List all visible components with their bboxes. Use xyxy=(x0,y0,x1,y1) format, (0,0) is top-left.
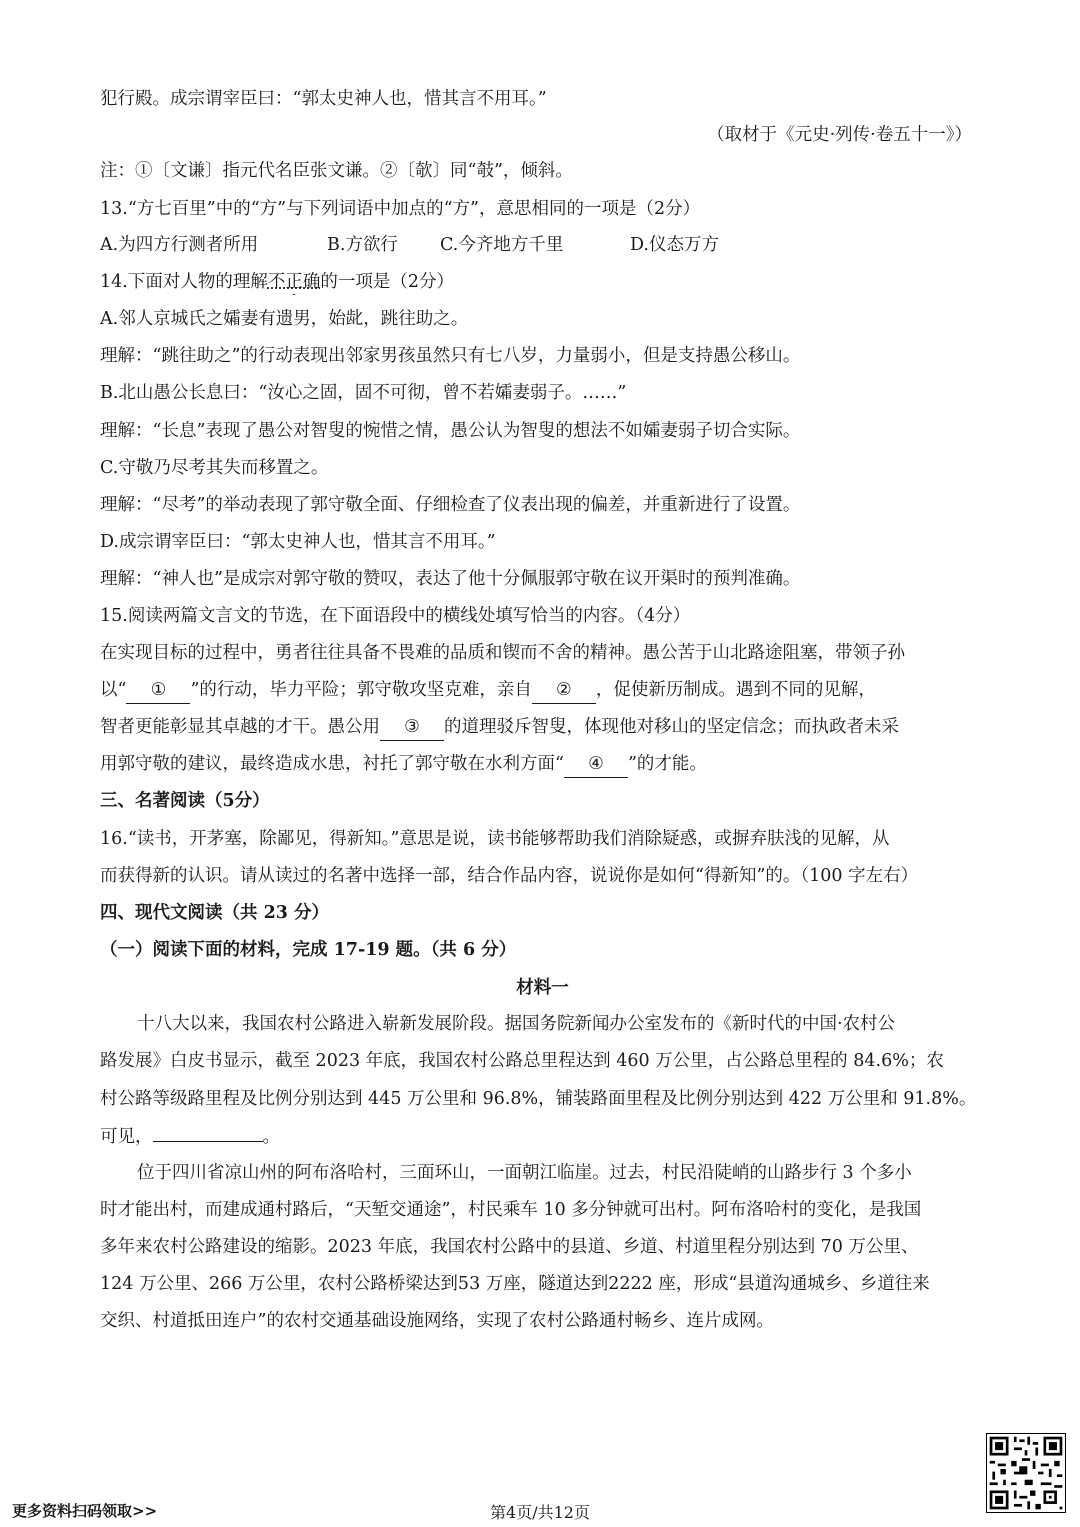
question-14: 14.下面对人物的理解不正确的一项是（2分） xyxy=(100,272,454,292)
material-1-para-1-line-3: 村公路等级路里程及比例分别达到 445 万公里和 96.8%，铺装路面里程及比例分别达到 422 万公里和 91.8%。 xyxy=(100,1089,977,1109)
q14-option-a: A.邻人京城氏之孀妻有遗男，始龀，跳往助之。 xyxy=(100,309,469,329)
q15-paragraph-line-2: 以“ ① ”的行动，毕力平险；郭守敬攻坚克难，亲自 ② ，促使新历制成。遇到不同的见解， xyxy=(100,677,985,704)
material-1-para-1-line-1: 十八大以来，我国农村公路进入崭新发展阶段。据国务院新闻办公室发布的《新时代的中国·农村公 xyxy=(137,1014,896,1034)
option-c: C.今齐地方千里 xyxy=(440,232,630,258)
material-1-para-2-line-5: 交织、村道抵田连户”的农村交通基础设施网络，实现了农村公路通村畅乡、连片成网。 xyxy=(100,1311,774,1331)
q14-option-b: B.北山愚公长息曰：“汝心之固，固不可彻，曾不若孀妻弱子。……” xyxy=(100,383,627,403)
fill-blank-1[interactable]: ① xyxy=(126,677,190,704)
q14-option-c-explanation: 理解：“尽考”的举动表现了郭守敬全面、仔细检查了仪表出现的偏差，并重新进行了设置。 xyxy=(100,495,801,515)
material-1-para-2-line-1: 位于四川省凉山州的阿布洛哈村，三面环山，一面朝江临崖。过去，村民沿陡峭的山路步行 3 个多小 xyxy=(137,1163,912,1183)
q14-option-c: C.守敬乃尽考其失而移置之。 xyxy=(100,458,329,478)
q14-option-d: D.成宗谓宰臣曰：“郭太史神人也，惜其言不用耳。” xyxy=(100,532,496,552)
fill-blank-3[interactable]: ③ xyxy=(380,714,444,741)
material-1-para-2-line-3: 多年来农村公路建设的缩影。2023 年底，我国农村公路中的县道、乡道、村道里程分别达到 70 万公里、 xyxy=(100,1237,919,1257)
question-16-line-2: 而获得新的认识。请从读过的名著中选择一部，结合作品内容，说说你是如何“得新知”的。（100 字左右） xyxy=(100,866,919,886)
option-d: D.仪态万方 xyxy=(630,232,719,258)
question-13: 13.“方七百里”中的“方”与下列词语中加点的“方”，意思相同的一项是（2分） xyxy=(100,199,701,219)
fill-blank-2[interactable]: ② xyxy=(532,677,596,704)
material-1-para-1-line-2: 路发展》白皮书显示，截至 2023 年底，我国农村公路总里程达到 460 万公里，占公路总里程的 84.6%；农 xyxy=(100,1051,944,1071)
annotation-note: 注：①〔文谦〕指元代名臣张文谦。②〔欹〕同“攲”，倾斜。 xyxy=(100,161,573,181)
q15-paragraph-line-1: 在实现目标的过程中，勇者往往具备不畏难的品质和锲而不舍的精神。愚公苦于山北路途阻塞，带领子孙 xyxy=(100,643,905,663)
q15-paragraph-line-4: 用郭守敬的建议，最终造成水患，衬托了郭守敬在水利方面“ ④ ”的才能。 xyxy=(100,751,985,778)
q14-option-d-explanation: 理解：“神人也”是成宗对郭守敬的赞叹，表达了他十分佩服郭守敬在议开渠时的预判准确。 xyxy=(100,569,801,589)
material-1-para-2-line-2: 时才能出村，而建成通村路后，“天堑交通途”，村民乘车 10 多分钟就可出村。阿布洛哈村的变化，是我国 xyxy=(100,1200,922,1220)
part-1-instruction: （一）阅读下面的材料，完成 17-19 题。（共 6 分） xyxy=(100,940,517,960)
footer-promo-link[interactable]: 更多资料扫码领取>> xyxy=(12,1502,158,1520)
fill-blank-conclusion[interactable] xyxy=(153,1123,263,1142)
option-b: B.方欲行 xyxy=(327,232,440,258)
material-1-title: 材料一 xyxy=(516,978,569,998)
section-4-heading: 四、现代文阅读（共 23 分） xyxy=(100,903,330,923)
q15-paragraph-line-3: 智者更能彰显其卓越的才干。愚公用 ③ 的道理驳斥智叟，体现他对移山的坚定信念；而执政者未采 xyxy=(100,714,985,741)
question-16-line-1: 16.“读书，开茅塞，除鄙见，得新知。”意思是说，读书能够帮助我们消除疑惑，或摒弃肤浅的见解，从 xyxy=(100,829,890,849)
question-13-options xyxy=(100,232,985,258)
passage-last-line: 犯行殿。成宗谓宰臣曰：“郭太史神人也，惜其言不用耳。” xyxy=(100,89,547,109)
q14-option-b-explanation: 理解：“长息”表现了愚公对智叟的惋惜之情，愚公认为智叟的想法不如孀妻弱子切合实际。 xyxy=(100,421,801,441)
q14-option-a-explanation: 理解：“跳往助之”的行动表现出邻家男孩虽然只有七八岁，力量弱小，但是支持愚公移山。 xyxy=(100,346,801,366)
page-number: 第4页/共12页 xyxy=(490,1503,590,1522)
source-citation: （取材于《元史·列传·卷五十一》） xyxy=(707,125,972,145)
section-3-heading: 三、名著阅读（5分） xyxy=(100,791,270,811)
material-1-para-1-line-4: 可见， 。 xyxy=(100,1123,985,1150)
qr-code-icon[interactable] xyxy=(986,1433,1066,1513)
material-1-para-2-line-4: 124 万公里、266 万公里，农村公路桥梁达到53 万座，隧道达到2222 座，形成“县道沟通城乡、乡道往来 xyxy=(100,1274,930,1294)
question-15: 15.阅读两篇文言文的节选，在下面语段中的横线处填写恰当的内容。（4分） xyxy=(100,606,691,626)
qr-pattern xyxy=(987,1434,1065,1512)
emphasis-not-correct: 不正确 xyxy=(267,272,321,292)
fill-blank-4[interactable]: ④ xyxy=(564,751,628,778)
option-a: A.为四方行测者所用 xyxy=(100,232,327,258)
